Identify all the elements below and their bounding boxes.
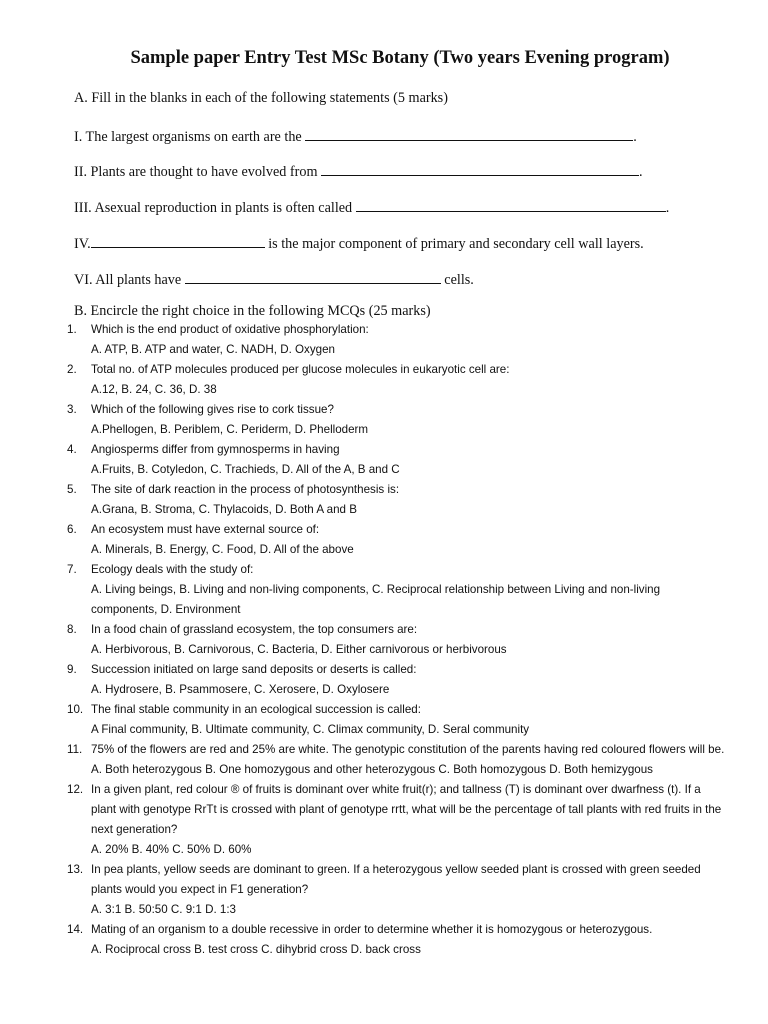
fill-blank-1 [74,126,637,146]
fill-blank-3-end: . [665,200,670,216]
question-item [67,920,727,960]
question-number: 7. [67,563,77,576]
question-number: 3. [67,403,77,416]
answer-options[interactable]: A. Rociprocal cross B. test cross C. dihybrid cross D. back cross [91,943,421,956]
mcq-list [67,320,727,960]
fill-blank-4 [74,233,644,253]
section-b-heading: B. Encircle the right choice in the following MCQs (25 marks) [74,303,431,319]
question-item [67,740,727,780]
question-stem: 75% of the flowers are red and 25% are white. The genotypic constitution of the parents having red coloured flowers will be. [91,743,725,756]
fill-blank-2-end: . [639,164,643,180]
question-item [67,360,727,400]
answer-options[interactable]: A. Hydrosere, B. Psammosere, C. Xerosere, D. Oxylosere [91,683,390,696]
question-number: 13. [67,863,84,876]
question-stem: In a food chain of grassland ecosystem, the top consumers are: [91,623,418,636]
question-stem: Succession initiated on large sand deposits or deserts is called: [91,663,417,676]
answer-blank[interactable] [305,126,633,141]
fill-blank-4-end: is the major component of primary and secondary cell wall layers. [264,236,644,252]
answer-options[interactable]: A.Phellogen, B. Periblem, C. Periderm, D. Phelloderm [91,423,369,436]
answer-options[interactable]: A. Minerals, B. Energy, C. Food, D. All of the above [91,543,354,556]
question-item [67,560,727,620]
answer-options[interactable]: A.Fruits, B. Cotyledon, C. Trachieds, D. All of the A, B and C [91,463,400,476]
section-a-heading: A. Fill in the blanks in each of the following statements (5 marks) [74,90,448,106]
question-stem: The site of dark reaction in the process of photosynthesis is: [91,483,400,496]
fill-blank-5-end: cells. [440,272,474,288]
answer-options[interactable]: A. Herbivorous, B. Carnivorous, C. Bacteria, D. Either carnivorous or herbivorous [91,643,507,656]
answer-options[interactable]: A. 3:1 B. 50:50 C. 9:1 D. 1:3 [91,903,237,916]
question-stem: Which is the end product of oxidative phosphorylation: [91,323,369,336]
fill-blank-2-text: II. Plants are thought to have evolved from [74,164,322,180]
answer-options[interactable]: A. Both heterozygous B. One homozygous and other heterozygous C. Both homozygous D. Both hemizygous [91,763,653,776]
question-number: 8. [67,623,77,636]
question-number: 11. [67,743,83,756]
question-number: 5. [67,483,77,496]
question-item [67,860,727,920]
question-stem: The final stable community in an ecological succession is called: [91,703,421,716]
question-item [67,440,727,480]
answer-blank[interactable] [185,269,441,284]
question-stem: Total no. of ATP molecules produced per glucose molecules in eukaryotic cell are: [91,363,510,376]
fill-blank-5-text: VI. All plants have [74,272,185,288]
answer-options[interactable]: A. Living beings, B. Living and non-living components, C. Reciprocal relationship between Living and non-living components, D. Environment [91,583,661,616]
fill-blank-4-text: IV. [74,236,91,252]
answer-options[interactable]: A.12, B. 24, C. 36, D. 38 [91,383,217,396]
question-number: 9. [67,663,77,676]
question-stem: Angiosperms differ from gymnosperms in having [91,443,340,456]
question-stem: Mating of an organism to a double recessive in order to determine whether it is homozygous or heterozygous. [91,923,653,936]
answer-blank[interactable] [321,161,639,176]
question-number: 2. [67,363,77,376]
question-item [67,400,727,440]
question-item [67,660,727,700]
question-number: 1. [67,323,77,336]
answer-options[interactable]: A Final community, B. Ultimate community, C. Climax community, D. Seral community [91,723,530,736]
question-item [67,700,727,740]
answer-options[interactable]: A. 20% B. 40% C. 50% D. 60% [91,843,252,856]
fill-blank-3 [74,197,669,217]
fill-blank-3-text: III. Asexual reproduction in plants is often called [74,200,356,216]
question-item [67,320,727,360]
question-number: 10. [67,703,84,716]
question-number: 12. [67,783,84,796]
question-item [67,520,727,560]
question-stem: In pea plants, yellow seeds are dominant to green. If a heterozygous yellow seeded plant is crossed with green seeded plants would you expect in F1 generation? [91,863,701,896]
page-title: Sample paper Entry Test MSc Botany (Two years Evening program) [130,48,670,68]
question-stem: In a given plant, red colour ® of fruits is dominant over white fruit(r); and tallness (T) is dominant over dwarfness (t). If a plant with genotype RrTt is crossed with plant of genotype rrtt, what will be the percentage of tall plants with red fruits in the next generation? [91,783,722,836]
fill-blank-1-end: . [633,129,637,145]
question-item [67,780,727,860]
fill-blank-1-text: I. The largest organisms on earth are the [74,129,306,145]
question-item [67,620,727,660]
answer-options[interactable]: A.Grana, B. Stroma, C. Thylacoids, D. Both A and B [91,503,357,516]
question-item [67,480,727,520]
answer-options[interactable]: A. ATP, B. ATP and water, C. NADH, D. Oxygen [91,343,335,356]
question-stem: Ecology deals with the study of: [91,563,254,576]
question-number: 6. [67,523,77,536]
question-stem: An ecosystem must have external source of: [91,523,320,536]
fill-blank-2 [74,161,643,181]
question-number: 4. [67,443,77,456]
fill-blank-5 [74,269,474,289]
question-number: 14. [67,923,84,936]
question-stem: Which of the following gives rise to cork tissue? [91,403,334,416]
answer-blank[interactable] [356,197,666,212]
answer-blank[interactable] [91,233,265,248]
